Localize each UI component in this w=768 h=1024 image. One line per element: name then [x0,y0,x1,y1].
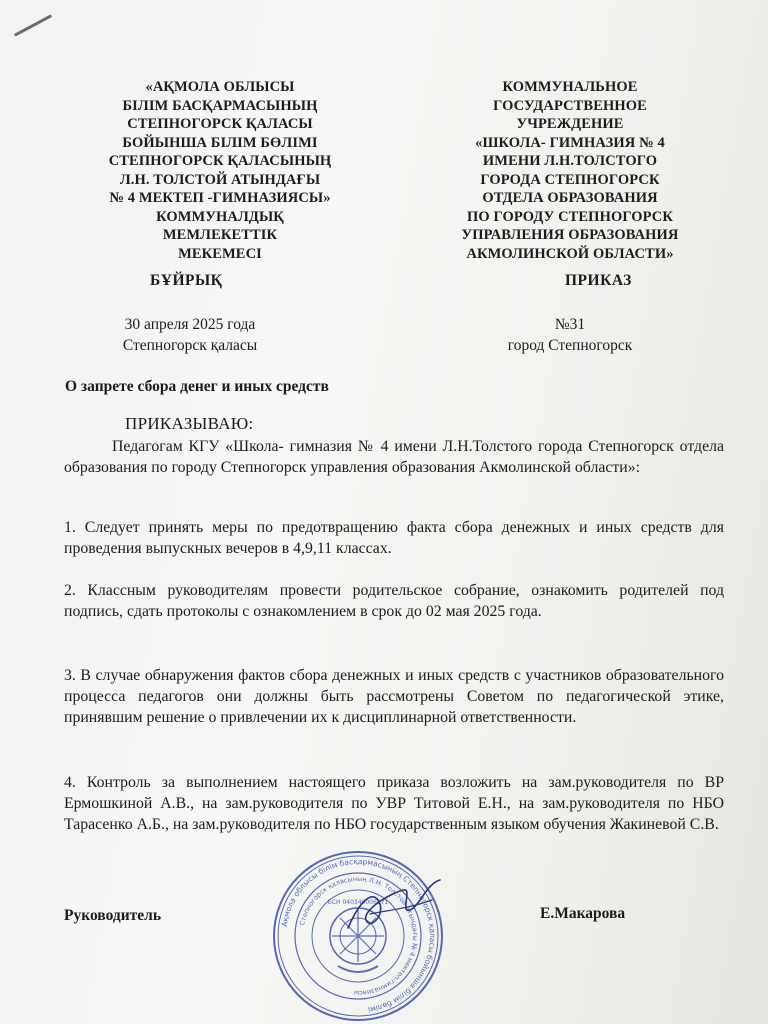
header-kz-line: Л.Н. ТОЛСТОЙ АТЫНДАҒЫ [119,171,321,188]
header-ru-line: ПО ГОРОДУ СТЕПНОГОРСК [467,208,673,225]
order-number: №31 [554,316,586,333]
order-item: 2. Классным руководителям провести родительское собрание, ознакомить родителей под подпись, сдать протоколы с ознакомлением в срок до 02 мая 2025 года. [64,582,724,620]
signatory-name: Е.Макарова [540,905,626,922]
order-item: 4. Контроль за выполнением настоящего приказа возложить на зам.руководителя по ВР Ермошкиной А.В., на зам.руководителя по УВР Титовой Е.Н., на зам.руководителя по НБО Тарасенко А.Б., на зам.руководителя по НБО государственным языком обучения Жакиневой С.В. [64,774,724,833]
header-ru-line: УЧРЕЖДЕНИЕ [516,116,624,132]
doc-type-russian: ПРИКАЗ [565,272,632,289]
header-ru-line: АКМОЛИНСКОЙ ОБЛАСТИ» [466,245,674,262]
signatory-title: Руководитель [64,907,162,924]
header-ru-line: КОММУНАЛЬНОЕ [502,79,638,95]
city-kazakh: Степногорск қаласы [122,337,258,354]
pen-stroke-mark [14,14,52,36]
header-russian-block [420,78,720,263]
order-subject: О запрете сбора денег и иных средств [65,378,329,395]
city-russian: город Степногорск [507,337,633,354]
order-heading: ПРИКАЗЫВАЮ: [125,414,254,433]
header-kz-line: КОММУНАЛДЫҚ [156,208,284,225]
header-kz-line: МЕКЕМЕСІ [178,245,262,262]
header-ru-line: «ШКОЛА- ГИМНАЗИЯ № 4 [475,134,665,151]
header-kz-line: БОЙЫНША БІЛІМ БӨЛІМІ [122,134,318,151]
header-kz-line: СТЕПНОГОРСК ҚАЛАСЫ [127,116,313,132]
doc-type-kazakh: БҰЙРЫҚ [150,272,223,289]
header-ru-line: УПРАВЛЕНИЯ ОБРАЗОВАНИЯ [461,227,679,243]
header-ru-line: ИМЕНИ Л.Н.ТОЛСТОГО [482,153,658,169]
date-city-block [80,314,300,356]
intro-paragraph: Педагогам КГУ «Школа- гимназия № 4 имени Л.Н.Толстого города Степногорск отдела образования по городу Степногорск управления образования Акмолинской области»: [64,438,724,476]
header-kz-line: СТЕПНОГОРСК ҚАЛАСЫНЫҢ [108,153,332,169]
order-item: 1. Следует принять меры по предотвращению факта сбора денежных и иных средств для проведения выпускных вечеров в 4,9,11 классах. [64,519,724,557]
svg-text:Ақмола облысы білім басқармасы: Ақмола облысы білім басқармасының Степногорск қаласы бойынша білім бөлімі [279,856,438,1015]
handwritten-signature-icon [340,870,450,940]
header-kz-line: МЕМЛЕКЕТТІК [162,227,278,243]
number-city-block [470,314,670,356]
order-item: 3. В случае обнаружения фактов сбора денежных и иных средств с участников образовательного процесса педагогов они должны быть рассмотрены Советом по педагогической этике, принявшим решение о привлечении их к дисциплинарной ответственности. [64,667,724,726]
header-ru-line: ОТДЕЛА ОБРАЗОВАНИЯ [482,190,658,206]
order-date: 30 апреля 2025 года [124,316,256,333]
header-kz-line: № 4 МЕКТЕП -ГИМНАЗИЯСЫ» [109,190,331,206]
header-kz-line: БІЛІМ БАСҚАРМАСЫНЫҢ [122,97,318,114]
header-kazakh-block [70,78,370,263]
svg-text:Степногорск қаласының Л.Н. Тол: Степногорск қаласының Л.Н. Толстой атындағы № 4 мектеп-гимназиясы [298,874,420,998]
header-ru-line: ГОРОДА СТЕПНОГОРСК [480,171,660,188]
header-kz-line: «АҚМОЛА ОБЛЫСЫ [145,79,295,95]
svg-text:БСН 040340006571: БСН 040340006571 [327,899,389,906]
header-ru-line: ГОСУДАРСТВЕННОЕ [493,97,647,114]
